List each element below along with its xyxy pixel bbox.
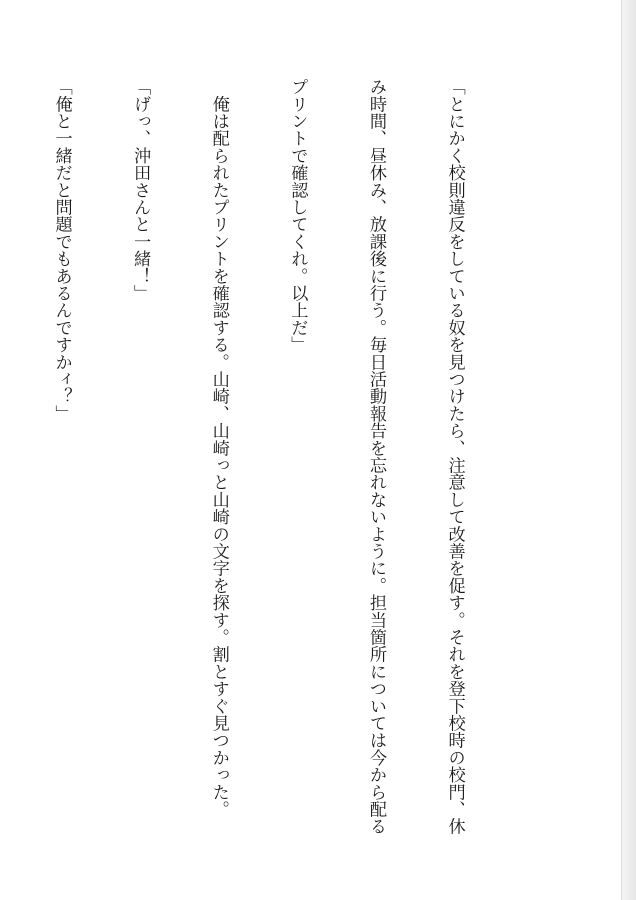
text-line: み時間、昼休み、放課後に行う。毎日活動報告を忘れないように。担当箇所については今から配る: [365, 78, 386, 835]
text-line: 「げっ、沖田さんと一緒！」: [130, 78, 151, 302]
page-edge: [621, 0, 636, 900]
text-line: 「俺と一緒だと問題でもあるんですかィ？」: [51, 78, 72, 422]
text-line: プリントで確認してくれ。以上だ」: [287, 78, 308, 354]
text-line: 「とにかく校則違反をしている奴を見つけたら、注意して改善を促す。それを登下校時の校門、休: [444, 78, 465, 835]
text-line: 俺は配られたプリントを確認する。山崎、山崎っと山崎の文字を探す。割とすぐ見つかった。: [208, 78, 229, 818]
novel-text-block: [0, 78, 520, 858]
